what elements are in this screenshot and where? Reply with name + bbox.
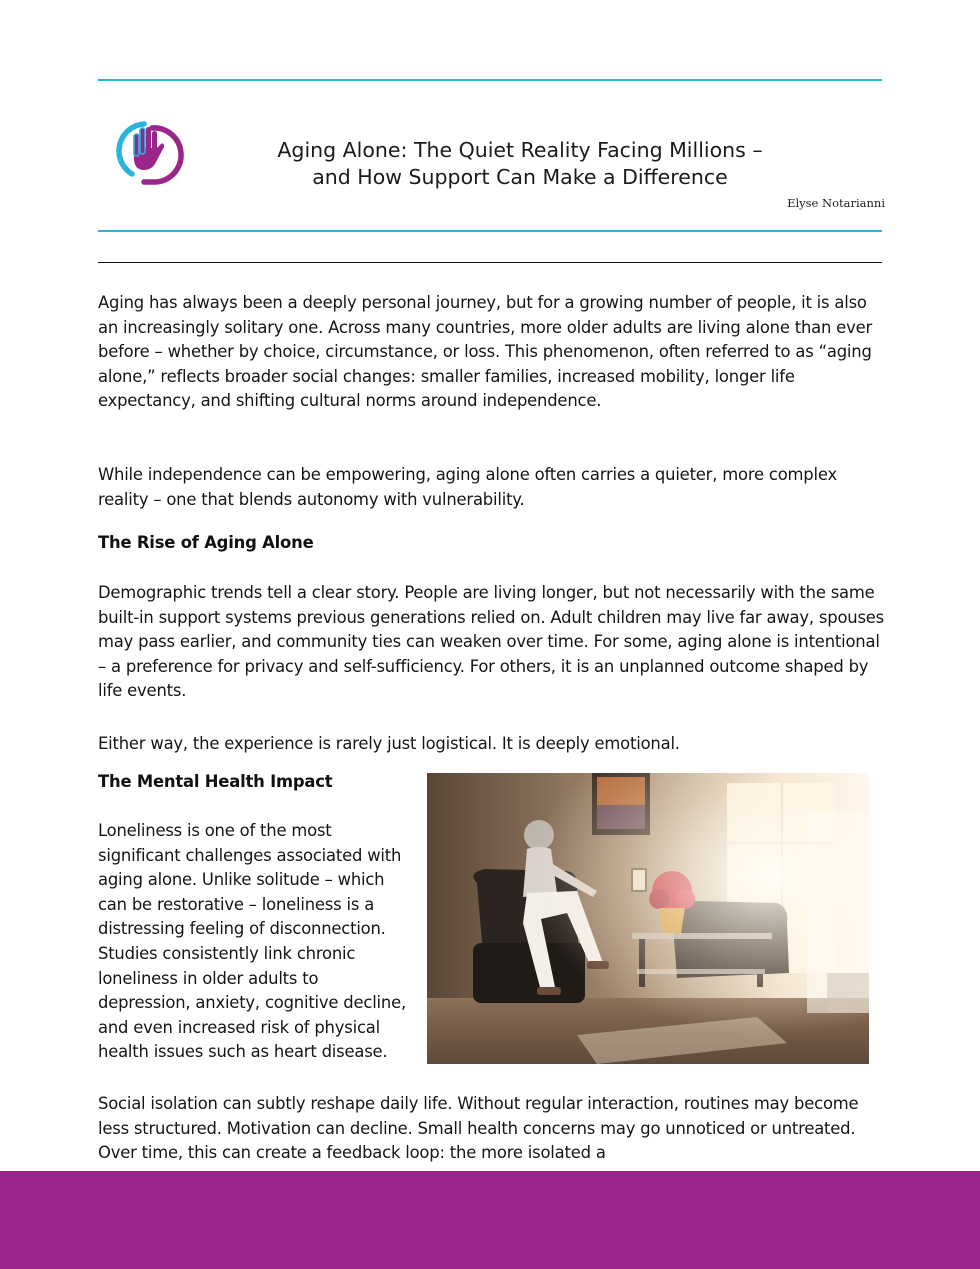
heading-mental-health-impact: The Mental Health Impact — [98, 772, 333, 791]
mental-paragraph-1: Loneliness is one of the most significant challenges associated with aging alone. Unlike solitude – which can be restorative – loneliness is a distressing feeling of disconnection. Studies consistently link chronic loneliness in older adults to depression, anxiety, cognitive decline, and even increased risk of physical health issues such as heart disease. — [98, 821, 406, 1062]
author-name: Elyse Notarianni — [787, 196, 885, 210]
rise-paragraph-2: Either way, the experience is rarely just logistical. It is deeply emotional. — [98, 734, 680, 753]
intro-paragraph-2: While independence can be empowering, aging alone often carries a quieter, more complex reality – one that blends autonomy with vulnerability. — [98, 465, 837, 509]
section-divider — [98, 262, 882, 263]
article-title — [200, 137, 840, 191]
heading-rise-of-aging-alone: The Rise of Aging Alone — [98, 533, 314, 552]
hand-logo-icon — [114, 116, 184, 188]
rise-paragraph-1: Demographic trends tell a clear story. People are living longer, but not necessarily with the same built-in support systems previous generations relied on. Adult children may live far away, spouses may pass earlier, and community ties can weaken over time. For some, aging alone is intentional – a preference for privacy and self-sufficiency. For others, it is an unplanned outcome shaped by life events. — [98, 583, 885, 701]
mental-paragraph-2: Social isolation can subtly reshape daily life. Without regular interaction, routines may become less structured. Motivation can decline. Small health concerns may go unnoticed or untreated. Over time, this can create a feedback loop: the more isolated a — [98, 1094, 859, 1163]
header-bottom-rule — [98, 230, 882, 232]
header-top-rule — [98, 79, 882, 81]
footer-bar — [0, 1171, 980, 1269]
elderly-woman-photo — [427, 773, 869, 1064]
title-line-1: Aging Alone: The Quiet Reality Facing Millions – — [277, 138, 763, 162]
title-line-2: and How Support Can Make a Difference — [312, 165, 728, 189]
intro-paragraph-1: Aging has always been a deeply personal journey, but for a growing number of people, it is also an increasingly solitary one. Across many countries, more older adults are living alone than ever before – whether by choice, circumstance, or loss. This phenomenon, often referred to as “aging alone,” reflects broader social changes: smaller families, increased mobility, longer life expectancy, and shifting cultural norms around independence. — [98, 293, 872, 411]
